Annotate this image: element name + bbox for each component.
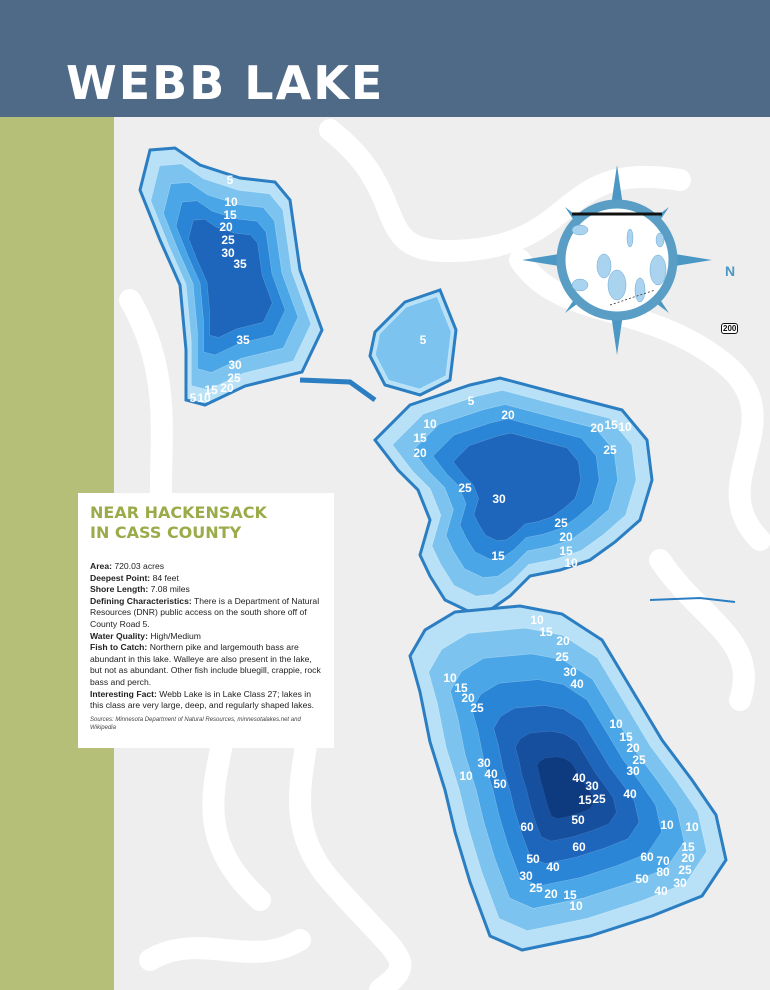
fact-value: 720.03 acres [114, 561, 165, 571]
depth-label: 20 [590, 421, 604, 435]
depth-label: 20 [681, 851, 695, 865]
depth-label: 70 [656, 854, 670, 868]
depth-label: 10 [224, 195, 238, 209]
highway-shield: 200 [723, 324, 737, 333]
info-panel [78, 493, 334, 748]
info-heading [90, 503, 334, 543]
fact-label: Water Quality: [90, 630, 148, 641]
fact-fish [90, 642, 326, 688]
depth-label: 10 [685, 820, 699, 834]
depth-label: 10 [609, 717, 623, 731]
depth-label: 50 [493, 777, 507, 791]
depth-label: 20 [544, 887, 558, 901]
depth-label: 25 [470, 701, 484, 715]
depth-label: 20 [220, 381, 234, 395]
depth-label: 30 [477, 756, 491, 770]
depth-label: 40 [570, 677, 584, 691]
depth-label: 40 [572, 771, 586, 785]
depth-label: 25 [555, 650, 569, 664]
depth-label: 60 [640, 850, 654, 864]
depth-label: 15 [454, 681, 468, 695]
depth-label: 20 [413, 446, 427, 460]
header-banner [0, 0, 770, 117]
depth-label: 25 [678, 863, 692, 877]
fact-label: Area: [90, 561, 112, 571]
fact-value: There is a Department of Natural Resources (DNR) public access on the south shore off of County Road 5. [90, 595, 320, 629]
depth-label: 10 [564, 556, 578, 570]
fact-label: Deepest Point: [90, 572, 151, 583]
depth-label: 50 [635, 872, 649, 886]
page-title: WEBB LAKE [66, 56, 385, 110]
depth-label: 20 [559, 530, 573, 544]
depth-label: 25 [227, 371, 241, 385]
fact-shore [90, 584, 326, 596]
depth-label: 15 [578, 793, 592, 807]
depth-label: 30 [563, 665, 577, 679]
depth-label: 25 [592, 792, 606, 806]
depth-label: 25 [458, 481, 472, 495]
fact-interesting [90, 689, 326, 712]
fact-area [90, 561, 326, 573]
depth-label: 10 [423, 417, 437, 431]
depth-label: 10 [660, 818, 674, 832]
depth-label: 60 [520, 820, 534, 834]
depth-label: 20 [626, 741, 640, 755]
depth-label: 15 [681, 840, 695, 854]
depth-label: 15 [563, 888, 577, 902]
fact-value: High/Medium [150, 630, 201, 641]
depth-label: 25 [554, 516, 568, 530]
fact-value: 7.08 miles [150, 584, 190, 595]
facts-list [90, 561, 326, 712]
heading-line-2: IN CASS COUNTY [90, 523, 242, 542]
depth-label: 20 [461, 691, 475, 705]
depth-label: 25 [632, 753, 646, 767]
depth-label: 50 [571, 813, 585, 827]
depth-label: 20 [556, 634, 570, 648]
depth-label: 5 [467, 394, 475, 408]
depth-label: 40 [654, 884, 668, 898]
depth-label: 30 [673, 876, 687, 890]
depth-label: 10 [618, 420, 632, 434]
depth-label: 15 [223, 208, 237, 222]
fact-label: Fish to Catch: [90, 642, 148, 653]
depth-label: 30 [626, 764, 640, 778]
depth-label: 20 [219, 220, 233, 234]
depth-label: 30 [492, 492, 506, 506]
depth-label: 15 [619, 730, 633, 744]
depth-label: 30 [585, 779, 599, 793]
depth-label: 15 [204, 383, 218, 397]
depth-label: 10 [459, 769, 473, 783]
depth-label: 10 [530, 613, 544, 627]
depth-label: 25 [221, 233, 235, 247]
depth-label: 15 [559, 544, 573, 558]
fact-value: 84 feet [152, 572, 179, 583]
depth-label: 20 [501, 408, 515, 422]
depth-label: 40 [623, 787, 637, 801]
fact-value: Webb Lake is in Lake Class 27; lakes in this class are very large, deep, and regularly shaped lakes. [90, 688, 315, 711]
depth-label: 30 [221, 246, 235, 260]
depth-label: 10 [443, 671, 457, 685]
heading-line-1: NEAR HACKENSACK [90, 503, 267, 522]
depth-label: 15 [413, 431, 427, 445]
fact-characteristics [90, 596, 326, 631]
fact-value: Northern pike and largemouth bass are abundant in this lake. Walleye are also present in the lake, but not as abundant. Other fish include bluegill, crappie, rock bass and perch. [90, 642, 321, 687]
depth-label: 25 [529, 881, 543, 895]
depth-label: 40 [484, 767, 498, 781]
fact-quality [90, 631, 326, 643]
depth-label: 50 [526, 852, 540, 866]
depth-label: 5 [226, 173, 234, 187]
depth-label: 5 [419, 333, 427, 347]
depth-label: 10 [197, 391, 211, 405]
depth-label: 35 [236, 333, 250, 347]
depth-label: 15 [491, 549, 505, 563]
depth-label: 25 [603, 443, 617, 457]
depth-label: 30 [519, 869, 533, 883]
depth-label: 40 [546, 860, 560, 874]
fact-deepest [90, 573, 326, 585]
north-label: N [725, 263, 736, 279]
depth-label: 80 [656, 865, 670, 879]
depth-label: 10 [569, 899, 583, 913]
depth-label: 15 [604, 418, 618, 432]
depth-label: 30 [228, 358, 242, 372]
depth-label: 60 [572, 840, 586, 854]
fact-label: Shore Length: [90, 584, 149, 595]
sources: Sources: Minnesota Department of Natural Resources, minnesotalakes.net and Wikipedia [90, 716, 301, 731]
depth-label: 35 [233, 257, 247, 271]
depth-label: 15 [539, 625, 553, 639]
fact-label: Defining Characteristics: [90, 595, 192, 606]
depth-label: 5 [189, 391, 197, 405]
fact-label: Interesting Fact: [90, 688, 157, 699]
